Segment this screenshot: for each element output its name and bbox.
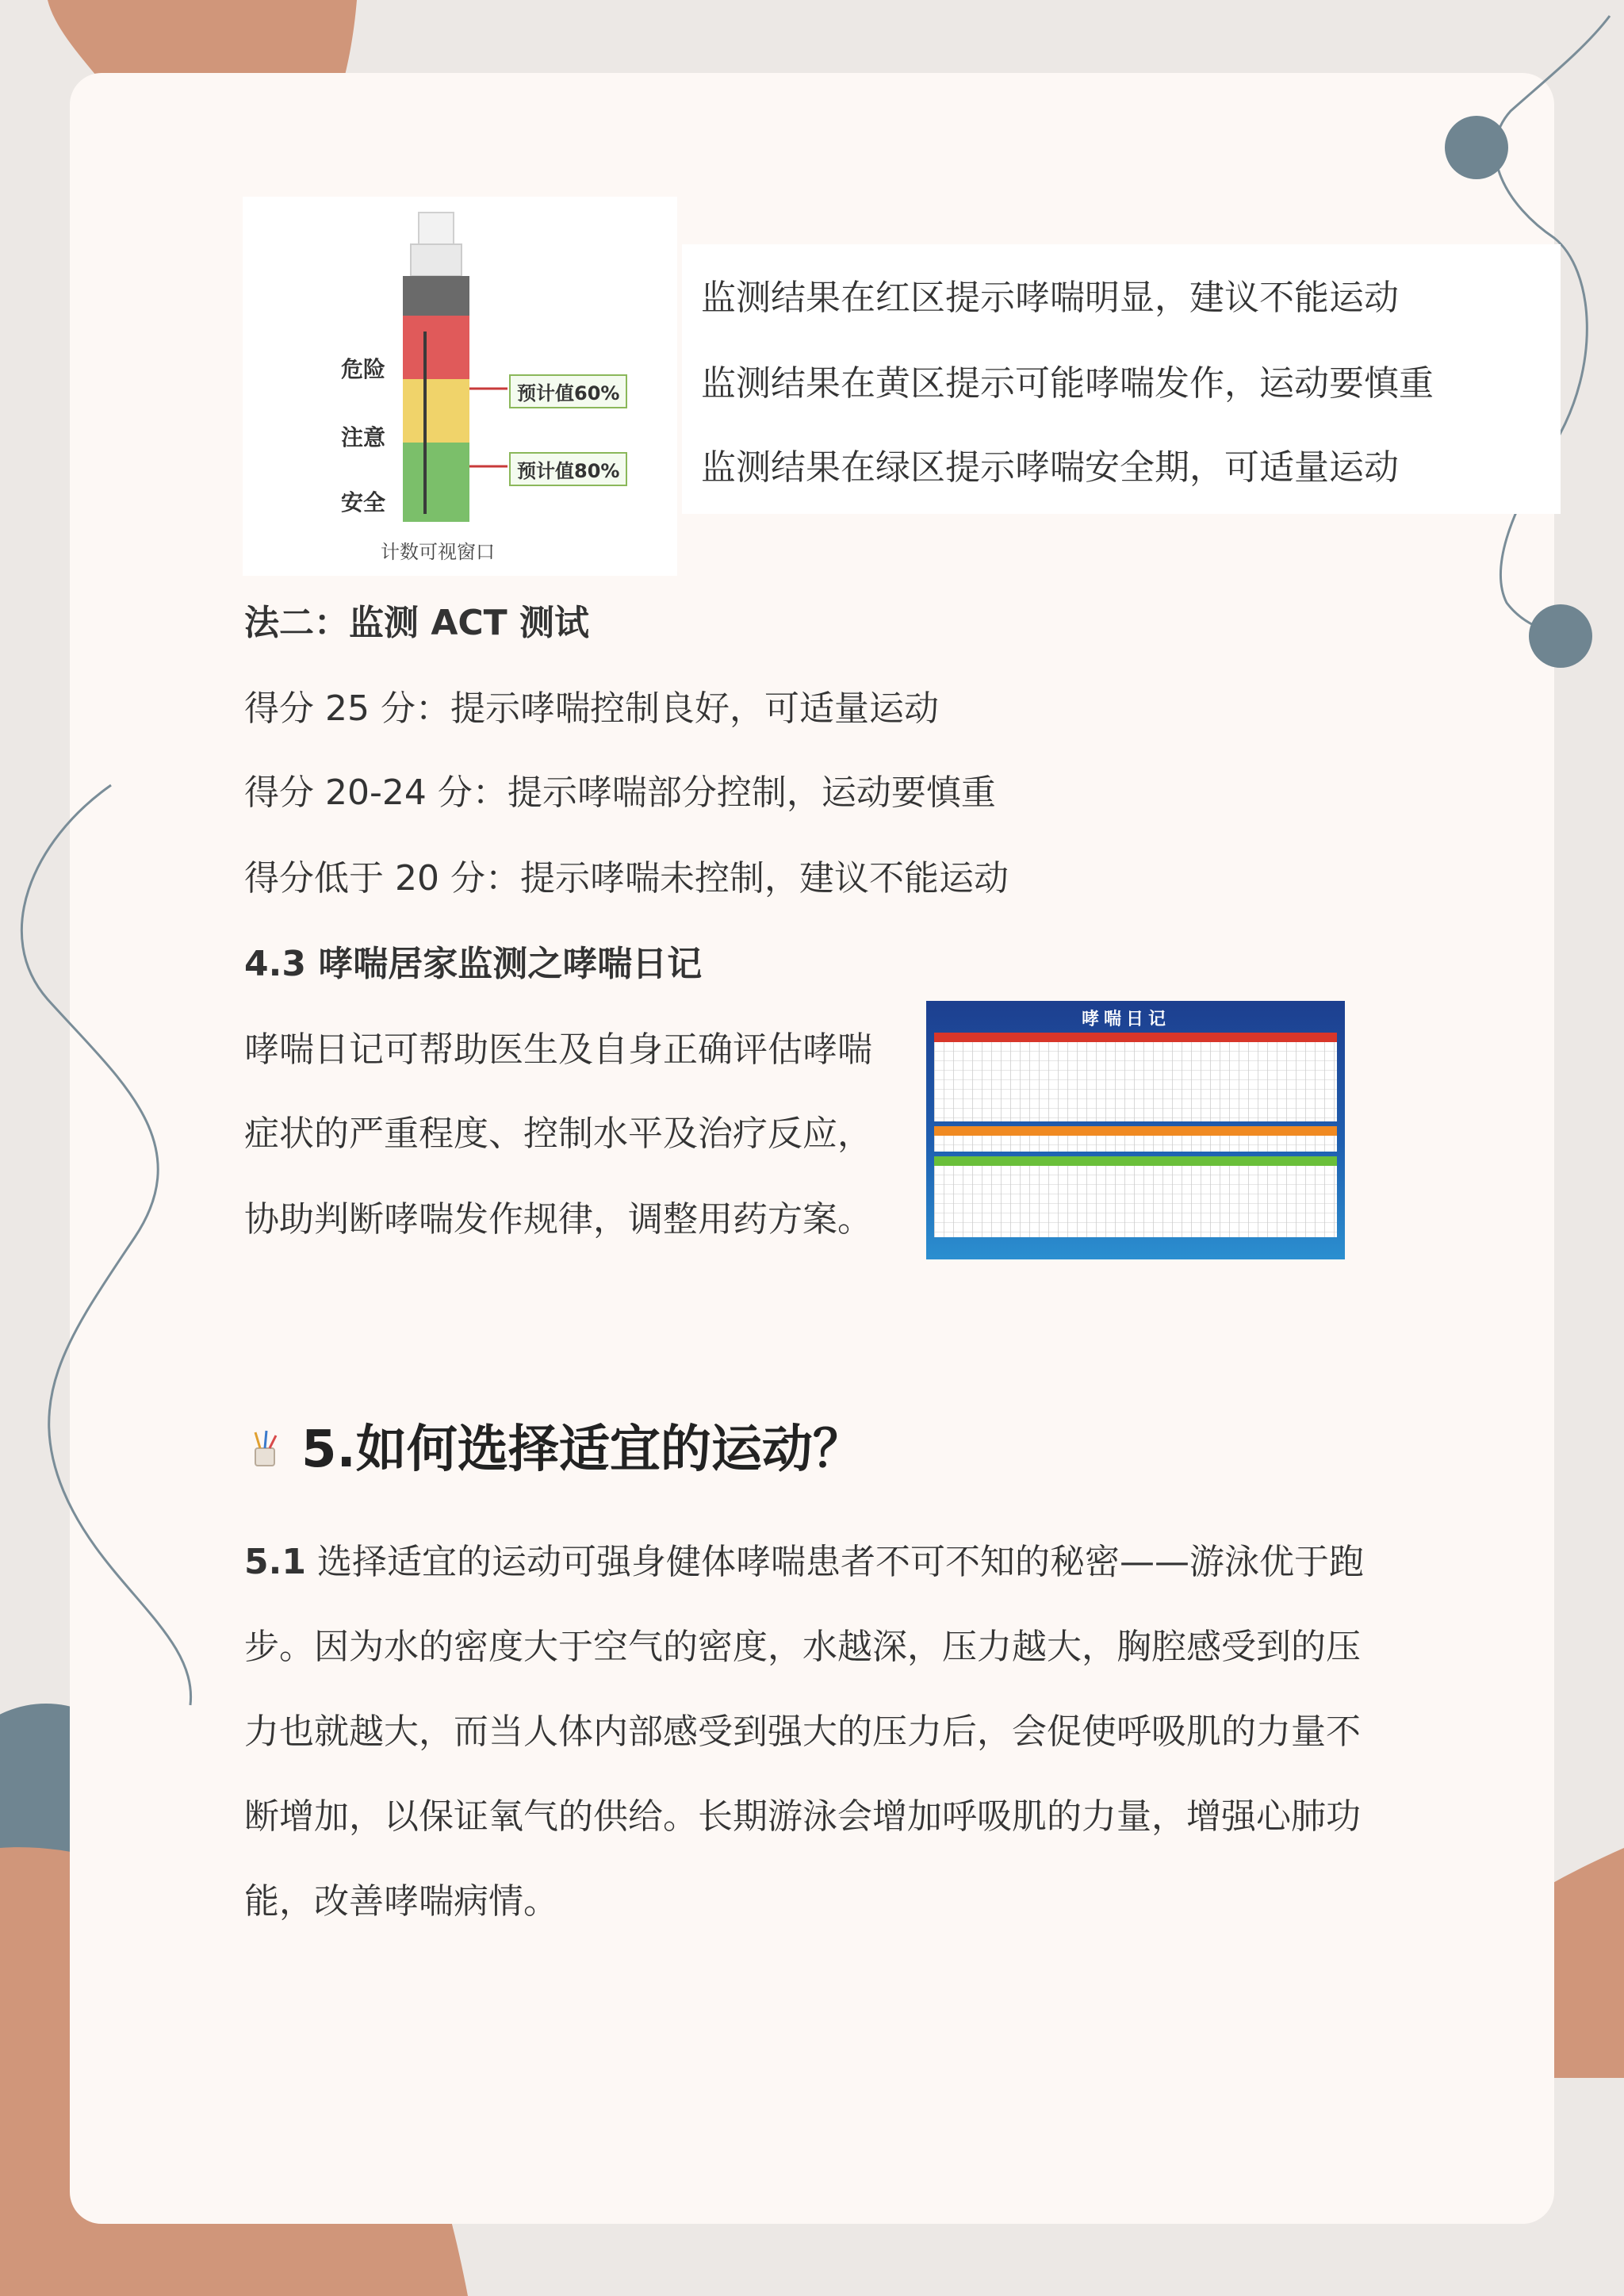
- diary-grid-bottom: [934, 1166, 1337, 1237]
- zone-line-yellow: 监测结果在黄区提示可能哮喘发作，运动要慎重: [701, 363, 1434, 404]
- diary-line-1: 哮喘日记可帮助医生及自身正确评估哮喘: [244, 1029, 872, 1070]
- zone-line-red: 监测结果在红区提示哮喘明显，建议不能运动: [701, 278, 1399, 318]
- pen-holder-icon: [249, 1429, 281, 1467]
- diary-red-band: [934, 1033, 1337, 1042]
- wavy-line-left: [21, 785, 190, 1705]
- diary-orange-band: [934, 1126, 1337, 1136]
- diary-grid-middle: [934, 1136, 1337, 1152]
- method2-heading: 法二：监测 ACT 测试: [244, 603, 589, 643]
- figure-caption: 计数可视窗口: [381, 541, 495, 563]
- zone-label-danger: 危险: [341, 356, 386, 382]
- section-5-1-text: 选择适宜的运动可强身健体哮喘患者不可不知的秘密——游泳优于跑步。因为水的密度大于空气的密度，水越深，压力越大，胸腔感受到的压力也就越大，而当人体内部感受到强大的压力后，会促使呼吸肌的力量不断增加，以保证氧气的供给。长期游泳会增加呼吸肌的力量，增强心肺功能，改善哮喘病情。: [244, 1542, 1364, 1922]
- diary-line-3: 协助判断哮喘发作规律，调整用药方案。: [244, 1199, 872, 1240]
- section-5-heading: 5.如何选择适宜的运动？: [301, 1420, 864, 1479]
- section-5-1-paragraph: [244, 1520, 1378, 1944]
- section-4-3-heading: 4.3 哮喘居家监测之哮喘日记: [244, 944, 703, 984]
- slate-circle-right-top: [1445, 116, 1508, 179]
- diary-line-2: 症状的严重程度、控制水平及治疗反应，: [244, 1114, 872, 1154]
- section-5-1-number: 5.1: [244, 1542, 306, 1582]
- zone-line-green: 监测结果在绿区提示哮喘安全期，可适量运动: [701, 447, 1399, 488]
- asthma-diary-figure: [926, 1001, 1345, 1259]
- peak-flow-meter-figure: [243, 197, 677, 576]
- diary-green-band: [934, 1156, 1337, 1166]
- zone-label-caution: 注意: [341, 424, 386, 450]
- predicted-60-box: 预计值60%: [509, 374, 627, 408]
- slate-circle-right-mid: [1529, 604, 1592, 668]
- predicted-80-box: 预计值80%: [509, 452, 627, 486]
- peak-flow-zones-box: [682, 244, 1561, 514]
- act-line-25: 得分 25 分：提示哮喘控制良好，可适量运动: [244, 688, 939, 729]
- diary-figure-title: 哮喘日记: [1082, 1010, 1171, 1029]
- act-line-20-24: 得分 20-24 分：提示哮喘部分控制，运动要慎重: [244, 772, 996, 813]
- act-line-below-20: 得分低于 20 分：提示哮喘未控制，建议不能运动: [244, 858, 1009, 899]
- diary-grid-top: [934, 1042, 1337, 1121]
- zone-label-safe: 安全: [341, 489, 386, 516]
